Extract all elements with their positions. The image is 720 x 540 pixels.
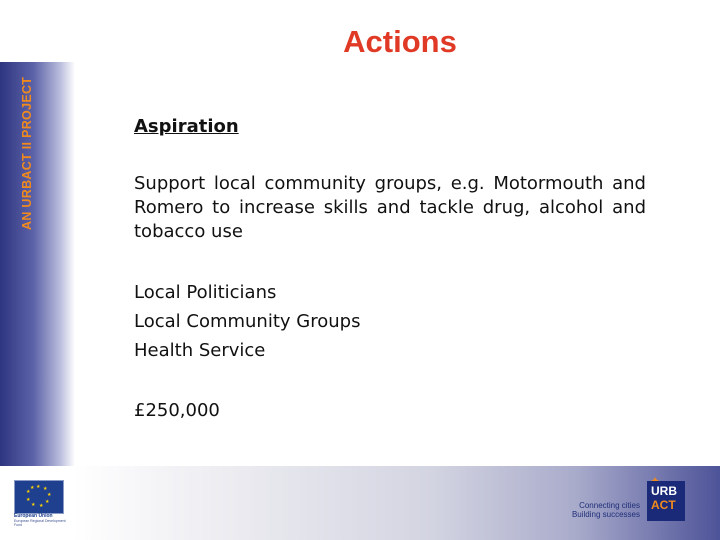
star-icon: ★ [30,485,35,491]
slogan-line: Building successes [571,510,640,519]
slide-title: Actions [343,24,457,59]
stakeholder-list [134,278,646,365]
star-icon: ★ [31,502,36,508]
description-paragraph: Support local community groups, e.g. Motormouth and Romero to increase skills and tackle drug, alcohol and tobacco use [134,173,646,242]
logo-text-urb: URB [651,484,677,498]
urbact-logo [647,481,685,521]
eu-sublabel: European Regional Development Fund [14,519,66,527]
slogan [560,501,640,519]
logo-text-act: ACT [651,498,676,512]
star-icon: ★ [26,489,31,495]
list-item: Local Politicians [134,282,277,303]
star-icon: ★ [45,499,50,505]
star-icon: ★ [26,497,31,503]
star-icon: ★ [36,484,41,490]
list-item: Health Service [134,340,266,361]
star-icon: ★ [43,486,48,492]
star-icon: ★ [39,503,44,509]
slogan-line: Connecting cities [579,501,640,510]
star-icon: ★ [47,492,52,498]
budget-amount: £250,000 [134,400,220,421]
list-item: Local Community Groups [134,311,361,332]
slide-body [134,115,646,423]
sidebar-project-label [20,190,34,230]
section-heading: Aspiration [134,116,239,137]
eu-flag-logo [14,480,64,514]
eu-label: European Union [14,513,53,519]
